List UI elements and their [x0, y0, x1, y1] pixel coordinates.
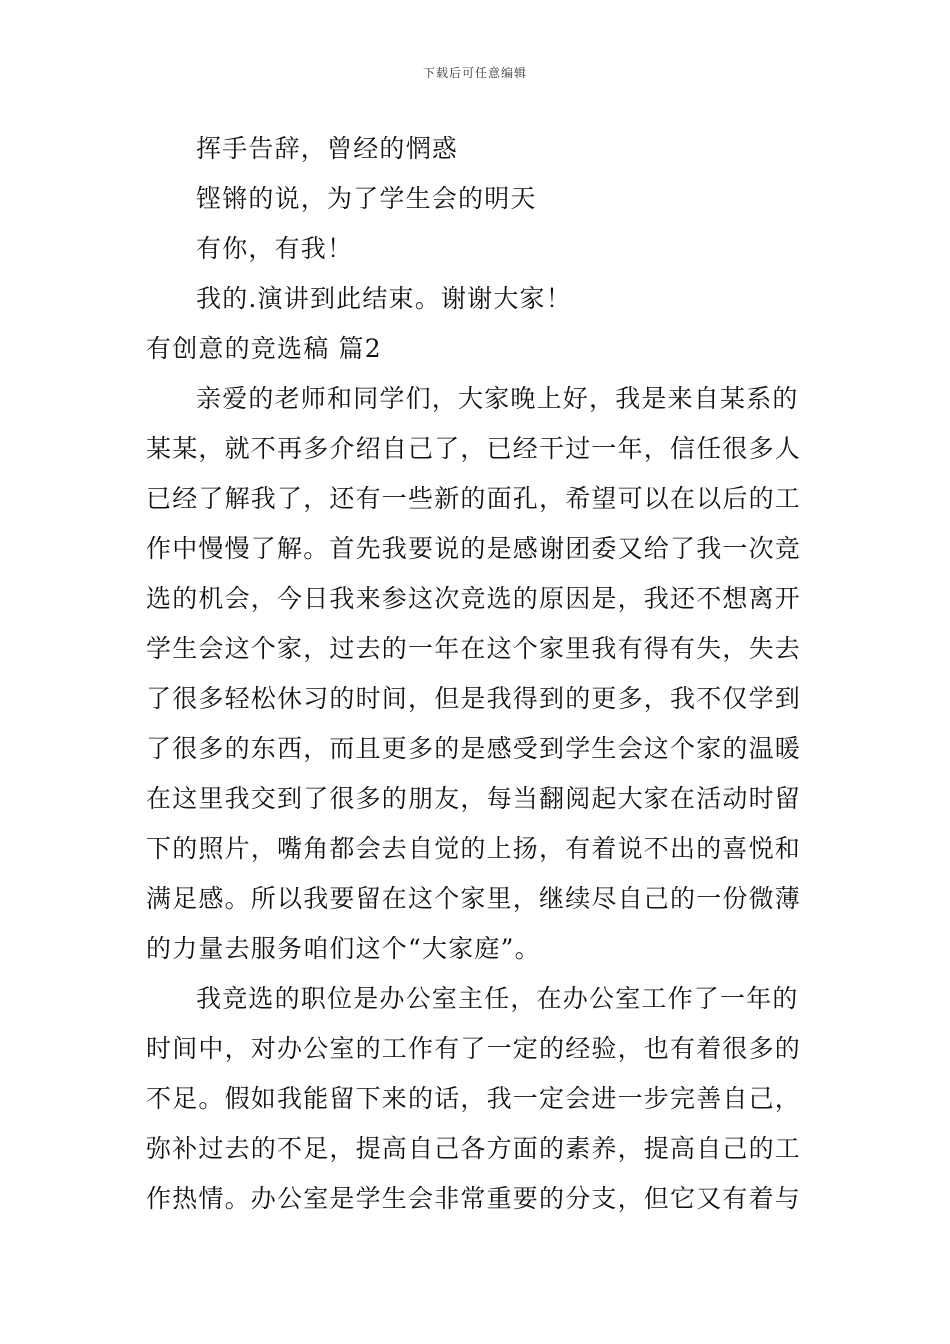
paragraph-line: 了很多的东西，而且更多的是感受到学生会这个家的温暖: [146, 734, 802, 763]
poem-line: 铿锵的说，为了学生会的明天: [196, 184, 537, 213]
paragraph-line: 选的机会，今日我来参这次竞选的原因是，我还不想离开: [146, 584, 802, 613]
paragraph-line: 不足。假如我能留下来的话，我一定会进一步完善自己，: [146, 1084, 802, 1113]
paragraph-line: 了很多轻松休习的时间，但是我得到的更多，我不仅学到: [146, 684, 802, 713]
page-header: 下载后可任意编辑: [422, 66, 527, 80]
paragraph-line: 弥补过去的不足，提高自己各方面的素养，提高自己的工: [146, 1134, 802, 1163]
poem-line: 有你，有我！: [196, 234, 354, 263]
paragraph-line: 我竞选的职位是办公室主任，在办公室工作了一年的: [196, 984, 799, 1013]
paragraph-line: 亲爱的老师和同学们，大家晚上好，我是来自某系的: [196, 384, 799, 413]
paragraph-line: 已经了解我了，还有一些新的面孔，希望可以在以后的工: [146, 484, 802, 513]
paragraph-line: 学生会这个家，过去的一年在这个家里我有得有失，失去: [146, 634, 802, 663]
paragraph-line: 作热情。办公室是学生会非常重要的分支，但它又有着与: [146, 1184, 802, 1213]
paragraph-line: 时间中，对办公室的工作有了一定的经验，也有着很多的: [146, 1034, 802, 1063]
paragraph-line: 满足感。所以我要留在这个家里，继续尽自己的一份微薄: [146, 884, 802, 913]
paragraph-line: 作中慢慢了解。首先我要说的是感谢团委又给了我一次竞: [146, 534, 802, 563]
paragraph-line: 的力量去服务咱们这个“大家庭”。: [146, 934, 541, 963]
paragraph-line: 下的照片，嘴角都会去自觉的上扬，有着说不出的喜悦和: [146, 834, 802, 863]
paragraph-line: 在这里我交到了很多的朋友，每当翻阅起大家在活动时留: [146, 784, 802, 813]
poem-line: 挥手告辞，曾经的惘惑: [196, 134, 459, 163]
section-title: 有创意的竞选稿 篇2: [146, 334, 382, 363]
poem-line: 我的.演讲到此结束。谢谢大家！: [196, 284, 572, 313]
paragraph-line: 某某，就不再多介绍自己了，已经干过一年，信任很多人: [146, 434, 802, 463]
